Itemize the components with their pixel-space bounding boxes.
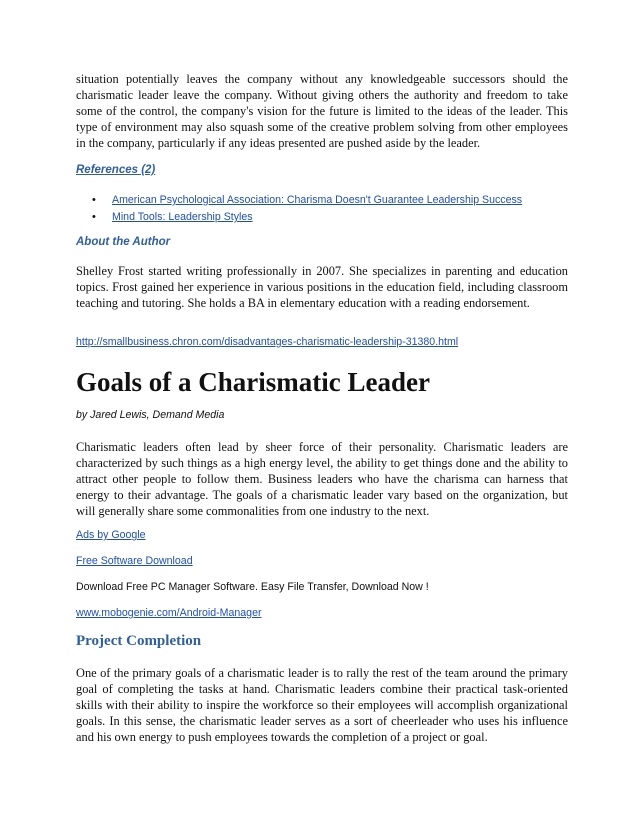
bullet-icon: •	[92, 194, 96, 206]
about-author-heading: About the Author	[76, 236, 171, 248]
reference-item	[76, 209, 522, 226]
section-heading: Project Completion	[76, 633, 202, 649]
references-heading[interactable]: References (2)	[76, 164, 156, 176]
ad-title-link[interactable]: Free Software Download	[76, 555, 193, 567]
references-list	[76, 192, 522, 226]
article-title: Goals of a Charismatic Leader	[76, 367, 430, 397]
continuation-paragraph: situation potentially leaves the company without any knowledgeable successors should the charismatic leader leave the company. Without giving others the authority and freedom to take some of the control, the company's vision for the future is limited to the ideas of the leader. This type of environment may also squash some of the creative problem solving from other employees in the company, particularly if any ideas presented are pushed aside by the leader.	[76, 72, 568, 150]
reference-link-apa[interactable]: American Psychological Association: Charisma Doesn't Guarantee Leadership Success	[112, 194, 523, 206]
ad-url-link[interactable]: www.mobogenie.com/Android-Manager	[76, 607, 262, 619]
article-byline: by Jared Lewis, Demand Media	[76, 409, 225, 421]
article-intro: Charismatic leaders often lead by sheer force of their personality. Charismatic leaders are characterized by such things as a high energy level, the ability to get things done and the ability to attract other people to follow them. Business leaders who have the charisma can harness that energy to their advantage. The goals of a charismatic leader vary based on the organization, but will generally share some commonalities from one industry to the next.	[76, 440, 568, 518]
bullet-icon: •	[92, 211, 96, 223]
reference-item	[76, 192, 522, 209]
reference-link-mindtools[interactable]: Mind Tools: Leadership Styles	[112, 211, 253, 223]
author-bio: Shelley Frost started writing professionally in 2007. She specializes in parenting and education topics. Frost gained her experience in various positions in the education field, including classroom teaching and tutoring. She holds a BA in elementary education with a reading endorsement.	[76, 264, 568, 310]
section-paragraph: One of the primary goals of a charismatic leader is to rally the rest of the team around the primary goal of completing the tasks at hand. Charismatic leaders combine their practical task-oriented skills with their ability to inspire the workforce so their employees will accomplish organizational goals. In this sense, the charismatic leader serves as a sort of cheerleader who uses his influence and his own energy to push employees towards the completion of a project or goal.	[76, 666, 568, 744]
ad-description: Download Free PC Manager Software. Easy File Transfer, Download Now !	[76, 581, 429, 593]
ads-by-google-link[interactable]: Ads by Google	[76, 529, 146, 541]
source-url-link[interactable]: http://smallbusiness.chron.com/disadvantages-charismatic-leadership-31380.html	[76, 336, 459, 348]
